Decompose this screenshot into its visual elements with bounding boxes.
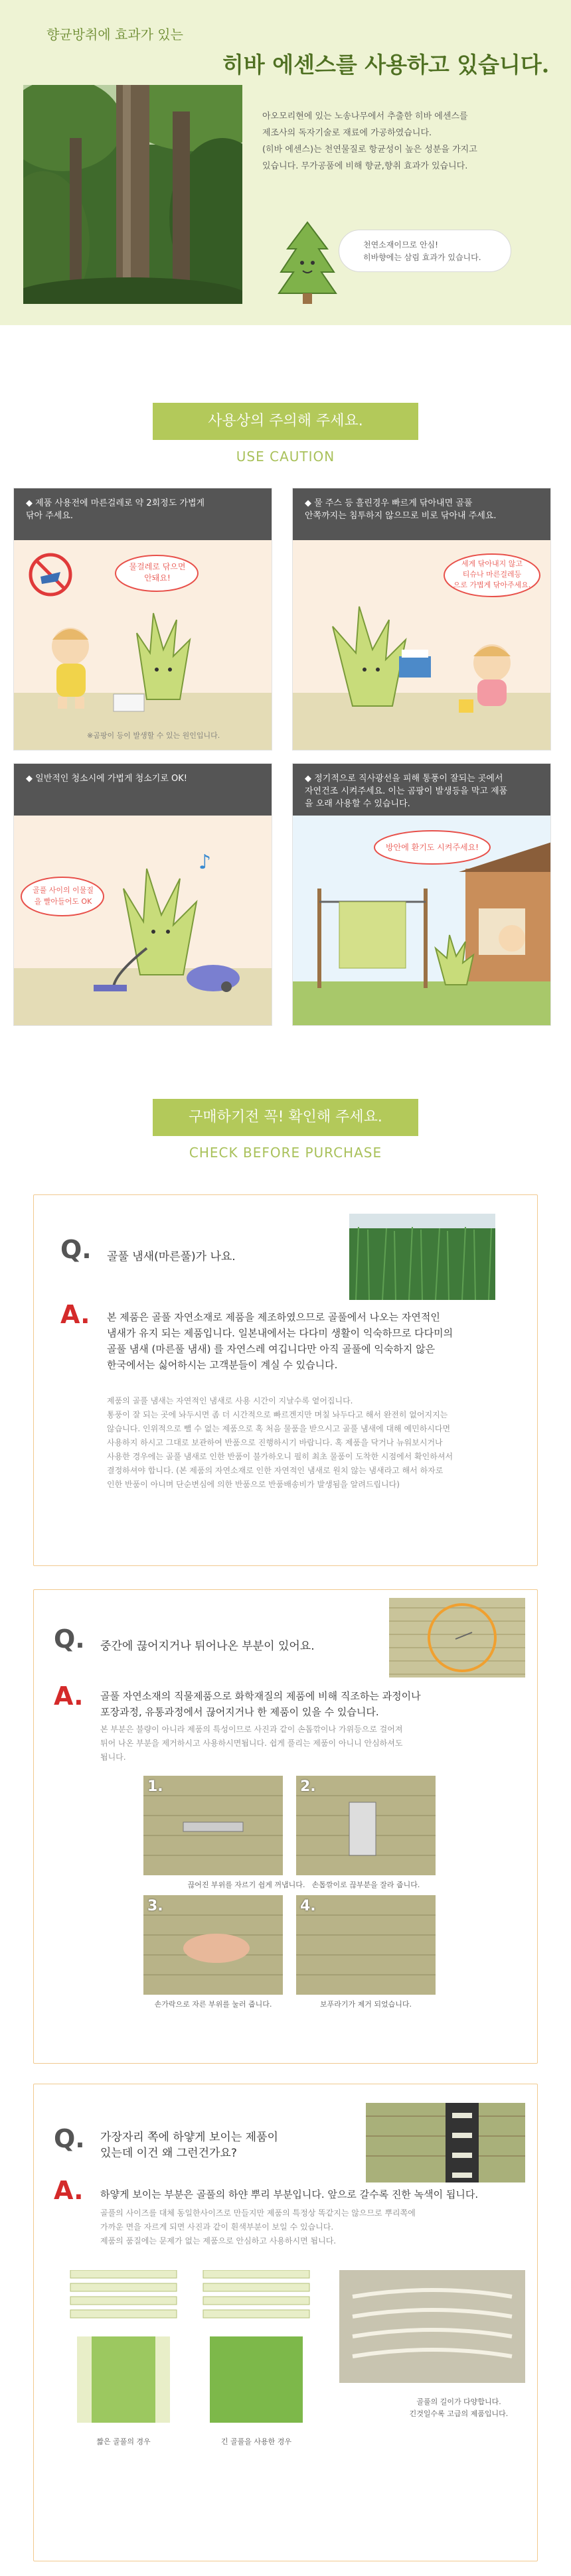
caution-section-subtitle: USE CAUTION	[236, 449, 335, 465]
note-line: 인한 반품이 아니며 단순변심에 의한 반품으로 반품배송비가 발생됨을 알려드립니다)	[107, 1480, 400, 1489]
long-rush-diagram	[197, 2270, 316, 2429]
faq-note	[107, 1394, 453, 1492]
photo-caption-line: 골풀의 길이가 다양합니다.	[416, 2397, 501, 2406]
card-header-line: ◆ 물 주스 등 흘린경우 빠르게 닦아내면 골풀	[305, 498, 473, 508]
caution-section-title: 사용상의 주의해 주세요.	[153, 403, 418, 440]
hero-desc-line: (히바 에센스)는 천연물질로 항균성이 높은 성분을 가지고	[262, 145, 477, 155]
note-line: 골풀의 사이즈를 대체 동일한사이즈로 만들지만 제품의 특정상 똑같지는 않으므로 뿌리쪽에	[100, 2208, 416, 2218]
caution-card-air-dry	[292, 763, 551, 1026]
note-line: 제품의 품질에는 문제가 없는 제품으로 안심하고 사용하시면 됩니다.	[100, 2236, 337, 2246]
hiba-tree-photo	[23, 85, 242, 304]
card-balloon	[25, 885, 102, 907]
step-number: 4.	[300, 1898, 316, 1914]
card-header-line: 자연건조 시켜주세요. 이는 곰팡이 발생등을 막고 제품	[305, 786, 508, 796]
faq-note	[100, 1723, 402, 1764]
short-rush-diagram	[64, 2270, 183, 2429]
note-line: 사용한 경우에는 골풀 냄새로 인한 반품이 불가하오니 필히 최초 물품이 도착한 시점에서 확인하셔서	[107, 1452, 453, 1461]
faq-question: 중간에 끊어지거나 튀어나온 부분이 있어요.	[100, 1640, 315, 1653]
step-photo-1	[143, 1776, 283, 1875]
step-number: 3.	[147, 1898, 163, 1914]
answer-line: 골풀 냄새 (마른풀 냄새) 를 자연스레 여깁니다만 아직 골풀에 익숙하지 않은	[107, 1343, 436, 1355]
answer-line: 한국에서는 싫어하시는 고객분들이 계실 수 있습니다.	[107, 1359, 338, 1371]
hero-subtitle: 향균방취에 효과가 있는	[46, 27, 183, 42]
question-line: 있는데 이건 왜 그런건가요?	[100, 2147, 237, 2160]
note-line: 됩니다.	[100, 1753, 126, 1762]
balloon-line: 골풀 사이의 이물질	[32, 886, 94, 894]
card-balloon	[449, 559, 535, 591]
bubble-line: 히바향에는 삼림 효과가 있습니다.	[363, 253, 481, 262]
card-balloon: 방안에 환기도 시켜주세요!	[386, 843, 479, 852]
question-mark-label: Q.	[54, 1624, 85, 1654]
answer-line: 포장과정, 유통과정에서 끊어지거나 한 제품이 있을 수 있습니다.	[100, 1706, 379, 1718]
card-illustration	[14, 540, 272, 750]
photo-caption	[392, 2396, 525, 2420]
answer-mark-label: A.	[54, 1682, 84, 1711]
answer-mark-label: A.	[54, 2176, 84, 2205]
check-section-subtitle: CHECK BEFORE PURCHASE	[189, 1145, 382, 1161]
rush-length-photo	[339, 2270, 525, 2383]
caution-card-dry-wipe	[13, 488, 272, 751]
question-line: 가장자리 쪽에 하얗게 보이는 제품이	[100, 2131, 278, 2144]
note-line: 사용하지 하시고 그대로 보관하여 반품으로 진행하시기 바랍니다. 혹 제품을 닥거나 뉴워보시거나	[107, 1438, 443, 1447]
faq-answer	[107, 1309, 453, 1373]
photo-caption-line: 긴것일수록 고급의 제품입니다.	[409, 2409, 509, 2418]
card-header	[14, 764, 272, 816]
faq-box-smell	[33, 1194, 538, 1566]
diagram-caption: 짧은 골풀의 경우	[96, 2437, 151, 2446]
answer-line: 본 제품은 골풀 자연소재로 제품을 제조하였으므로 골풀에서 나오는 자연적인	[107, 1311, 440, 1323]
faq-answer	[100, 1688, 421, 1720]
caution-card-spill	[292, 488, 551, 751]
card-illustration	[293, 540, 550, 750]
card-illustration	[293, 816, 550, 1025]
card-header-line: 닦아 주세요.	[26, 511, 74, 521]
question-mark-label: Q.	[54, 2124, 85, 2153]
card-header	[293, 764, 550, 816]
note-line: 결정하셔야 합니다. (본 제품의 자연소재로 인한 자연적인 냄새로 원치 않는 냄새라고 해서 하자로	[107, 1466, 444, 1475]
answer-line: 냄새가 유지 되는 제품입니다. 일본내에서는 다다미 생활이 익숙하므로 다다미의	[107, 1327, 453, 1339]
card-illustration	[14, 816, 272, 1025]
note-line: 않습니다. 인위적으로 뺄 수 없는 제품으로 혹 처음 물품을 받으시고 골풀 냄새에 대해 예민하시다면	[107, 1424, 451, 1433]
card-header-line: 을 오래 사용할 수 있습니다.	[305, 799, 410, 809]
note-line: 제품의 골풀 냄새는 자연적인 냄새로 사용 시간이 지날수록 옅어집니다.	[107, 1396, 353, 1405]
card-header	[293, 488, 550, 540]
step-photo-2	[296, 1776, 436, 1875]
rush-grass-photo	[349, 1214, 495, 1300]
step-caption: 손톱깎이로 끊부분을 잘라 줍니다.	[311, 1881, 420, 1889]
card-header-line: ◆ 일반적인 청소시에 가볍게 청소기로 OK!	[26, 774, 187, 784]
balloon-line: 물걸레로 닦으면	[129, 562, 186, 571]
note-line: 튀어 나온 부분을 제거하시고 사용하시면됩니다. 쉽게 풀리는 제품이 아니니 안심하셔도	[100, 1739, 403, 1748]
balloon-line: 티슈나 마른걸레등	[462, 570, 522, 579]
faq-question: 골풀 냄새(마른풀)가 나요.	[107, 1250, 236, 1263]
hero-section	[0, 0, 571, 325]
diagram-caption: 긴 골풀을 사용한 경우	[220, 2437, 292, 2446]
balloon-line: 안돼요!	[144, 573, 171, 583]
check-section-title: 구매하기전 꼭! 확인해 주세요.	[153, 1099, 418, 1136]
tatami-closeup-photo	[389, 1598, 525, 1678]
balloon-line: 을 빨아들어도 OK	[34, 897, 92, 906]
note-line: 본 부분은 불량이 아니라 제품의 특성이므로 사진과 같이 손톱깎이나 가위등으로 걸어져	[100, 1725, 403, 1734]
step-photo-3	[143, 1895, 283, 1995]
faq-answer: 하얗게 보이는 부분은 골풀의 하얀 뿌리 부분입니다. 앞으로 갈수록 진한 녹색이 됩니다.	[100, 2188, 479, 2200]
caution-card-vacuum	[13, 763, 272, 1026]
step-number: 2.	[300, 1778, 316, 1795]
bubble-line: 천연소재이므로 안심!	[363, 240, 438, 250]
question-mark-label: Q.	[60, 1235, 92, 1264]
card-header-line: ◆ 제품 사용전에 마른걸레로 약 2회정도 가볍게	[26, 498, 205, 508]
baby-figure	[473, 644, 511, 706]
faq-note	[100, 2206, 416, 2248]
faq-box-white-edge	[33, 2084, 538, 2561]
step-caption: 손가락으로 자른 부위를 눌러 줍니다.	[154, 2000, 272, 2009]
faq-box-protrusion	[33, 1589, 538, 2064]
step-photo-4	[296, 1895, 436, 1995]
mat-edge-photo	[366, 2103, 525, 2182]
card-caption: ※곰팡이 등이 발생할 수 있는 원인입니다.	[87, 731, 220, 740]
answer-mark-label: A.	[60, 1300, 90, 1329]
card-header-line: ◆ 정기적으로 직사광선을 피해 통풍이 잘되는 곳에서	[305, 774, 503, 784]
step-caption: 보푸라기가 제거 되었습니다.	[319, 2000, 412, 2009]
step-caption: 끊어진 부위를 자르기 쉽게 꺼냅니다.	[187, 1881, 305, 1889]
hero-title: 히바 에센스를 사용하고 있습니다.	[222, 52, 550, 78]
balloon-line: 으로 가볍게 닦아주세요.	[453, 581, 531, 589]
hero-desc-line: 아오모리현에 있는 노송나무에서 추출한 히바 에센스를	[262, 111, 468, 121]
note-line: 통풍이 잘 되는 곳에 놔두시면 좀 더 시간적으로 빠르겐지만 며칠 놔두다고 해서 완전히 없어지지는	[107, 1410, 448, 1419]
card-balloon	[119, 561, 196, 584]
faq-question	[100, 2129, 278, 2161]
answer-line: 골풀 자연소재의 직물제품으로 화학재질의 제품에 비해 직조하는 과정이나	[100, 1690, 421, 1702]
speech-bubble	[339, 230, 511, 272]
tree-mascot-icon	[278, 219, 337, 308]
balloon-line: 세게 닦아내지 않고	[461, 559, 523, 568]
music-note-icon: ♪	[199, 851, 212, 874]
card-header	[14, 488, 272, 540]
step-number: 1.	[147, 1778, 163, 1795]
hero-desc-line: 있습니다. 무가공품에 비해 향균,향취 효과가 있습니다.	[262, 161, 468, 171]
hero-desc-line: 제조사의 독자기술로 재료에 가공하였습니다.	[262, 128, 432, 138]
card-header-line: 안쪽까지는 침투하지 않으므로 비로 닦아내 주세요.	[305, 511, 497, 521]
hero-description	[262, 108, 548, 175]
note-line: 가까운 면을 자르게 되면 사진과 같이 흰색부분이 보일 수 있습니다.	[100, 2222, 334, 2232]
